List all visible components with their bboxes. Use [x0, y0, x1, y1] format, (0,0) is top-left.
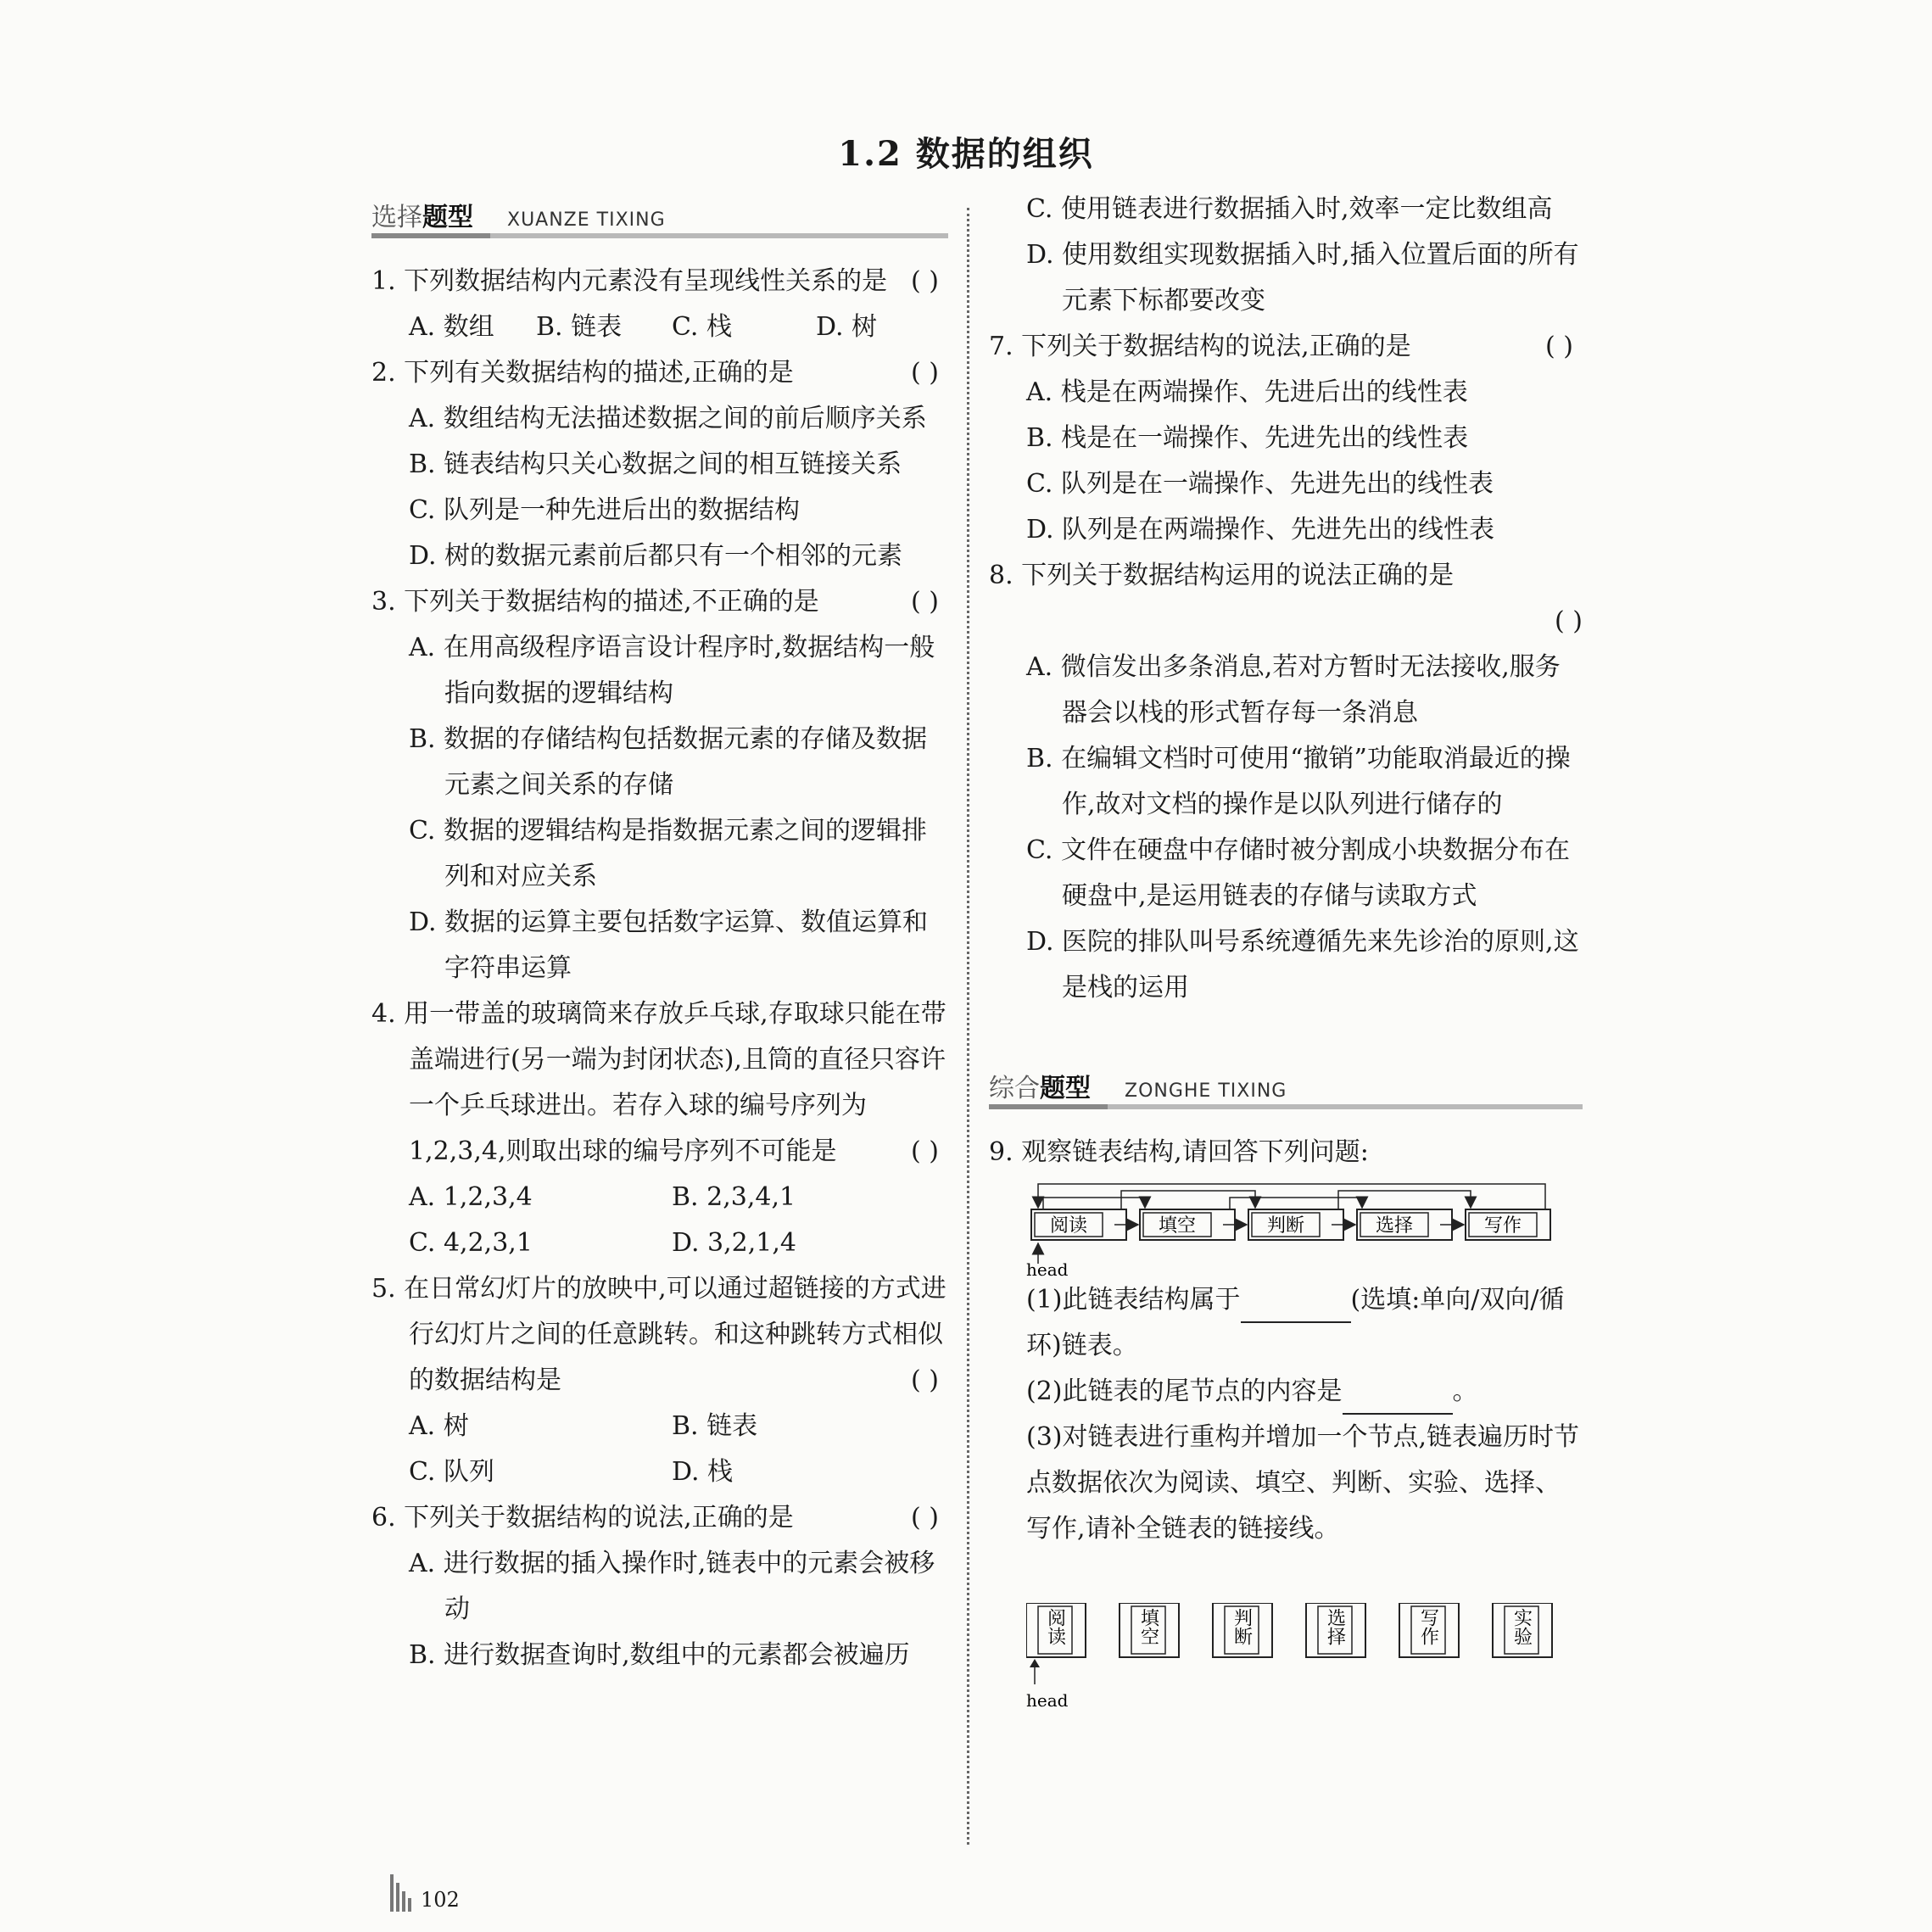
vnode-1-label: 阅读	[1044, 1608, 1066, 1645]
question-6: 6. 下列关于数据结构的说法,正确的是 ( ) A. 进行数据的插入操作时,链表中的元素会被移动 B. 进行数据查询时,数组中的元素都会被遍历	[371, 1495, 948, 1678]
answer-blank-1[interactable]	[1241, 1296, 1351, 1323]
section-header-choice	[371, 191, 948, 238]
option-d: D. 树	[816, 312, 878, 342]
section-label-light: 选择	[371, 203, 422, 232]
option-b: B. 链表结构只关心数据之间的相互链接关系	[409, 449, 902, 479]
section-label-en: ZONGHE TIXING	[1125, 1080, 1287, 1102]
vnode-4	[1306, 1603, 1365, 1657]
section-label-en: XUANZE TIXING	[507, 209, 666, 231]
option-b: B. 链表	[536, 312, 623, 342]
option-d: D. 医院的排队叫号系统遵循先来先诊治的原则,这是栈的运用	[1026, 927, 1579, 1002]
question-stem: 4. 用一带盖的玻璃筒来存放乒乓球,存取球只能在带盖端进行(另一端为封闭状态),且筒的直径只容许一个乒乓球进出。若存入球的编号序列为 1,2,3,4,则取出球的编号序列不可能是	[371, 999, 946, 1166]
option-c: C. 使用链表进行数据插入时,效率一定比数组高	[1026, 194, 1553, 224]
node-2-label: 填空	[1158, 1215, 1197, 1237]
sub-question-1-text: (1)此链表结构属于	[1026, 1285, 1241, 1315]
answer-blank-2[interactable]	[1343, 1388, 1453, 1415]
option-b: B. 进行数据查询时,数组中的元素都会被遍历	[409, 1640, 910, 1670]
question-8	[989, 553, 1583, 1011]
section-label-bold: 题型	[1040, 1074, 1091, 1103]
option-d: D. 队列是在两端操作、先进先出的线性表	[1026, 515, 1495, 544]
question-2: 2. 下列有关数据结构的描述,正确的是 ( ) A. 数组结构无法描述数据之间的前后顺序关系 B. 链表结构只关心数据之间的相互链接关系 C. 队列是一种先进后出的数据结构 D. 树的数据元素前后都只有一个相邻的元素	[371, 350, 948, 579]
option-c: C. 栈	[672, 312, 732, 342]
vnode-4-label: 选择	[1324, 1608, 1346, 1645]
vnode-5	[1399, 1603, 1459, 1657]
section-label-bold: 题型	[422, 203, 473, 232]
option-d: D. 使用数组实现数据插入时,插入位置后面的所有元素下标都要改变	[1026, 240, 1579, 315]
question-4: 4. 用一带盖的玻璃筒来存放乒乓球,存取球只能在带盖端进行(另一端为封闭状态),且筒的直径只容许一个乒乓球进出。若存入球的编号序列为 1,2,3,4,则取出球的编号序列不可能是 ( ) A. 1,2,3,4 B. 2,3,4,1 C. 4,2,3,1 D. 3,2,1,4	[371, 991, 948, 1266]
option-d: D. 3,2,1,4	[672, 1228, 797, 1258]
page-footer	[390, 1874, 460, 1912]
option-a: A. 数组结构无法描述数据之间的前后顺序关系	[409, 404, 927, 433]
option-a: A. 1,2,3,4	[409, 1182, 533, 1212]
page-number-bars-icon	[390, 1874, 414, 1912]
linked-list-diagram	[1026, 1175, 1620, 1277]
question-6-continued	[989, 187, 1583, 324]
node-1-label: 阅读	[1049, 1215, 1088, 1237]
vnode-6	[1493, 1603, 1552, 1657]
sub-question-2-text: (2)此链表的尾节点的内容是	[1026, 1376, 1343, 1406]
question-7: 7. 下列关于数据结构的说法,正确的是 ( ) A. 栈是在两端操作、先进后出的线性表 B. 栈是在一端操作、先进先出的线性表 C. 队列是在一端操作、先进先出的线性表 D. 队列是在两端操作、先进先出的线性表	[989, 324, 1583, 553]
question-stem: 3. 下列关于数据结构的描述,不正确的是	[371, 587, 819, 617]
option-c: C. 队列	[409, 1457, 494, 1487]
option-a: A. 栈是在两端操作、先进后出的线性表	[1026, 377, 1468, 407]
right-column	[989, 187, 1583, 1722]
option-a: A. 微信发出多条消息,若对方暂时无法接收,服务器会以栈的形式暂存每一条消息	[1026, 652, 1561, 728]
vnode-3	[1213, 1603, 1272, 1657]
head-label-2: head	[1026, 1690, 1069, 1711]
option-b: B. 栈是在一端操作、先进先出的线性表	[1026, 423, 1469, 453]
question-stem: 6. 下列关于数据结构的说法,正确的是	[371, 1503, 794, 1533]
question-stem: 7. 下列关于数据结构的说法,正确的是	[989, 332, 1411, 361]
section-bar	[989, 1104, 1583, 1109]
section-label-light: 综合	[989, 1074, 1040, 1103]
option-b: B. 2,3,4,1	[672, 1182, 796, 1212]
head-label: head	[1026, 1259, 1069, 1277]
option-c: C. 队列是一种先进后出的数据结构	[409, 495, 800, 525]
option-a: A. 进行数据的插入操作时,链表中的元素会被移动	[409, 1549, 935, 1624]
question-5: 5. 在日常幻灯片的放映中,可以通过超链接的方式进行幻灯片之间的任意跳转。和这种跳转方式相似的数据结构是 ( ) A. 树 B. 链表 C. 队列 D. 栈	[371, 1266, 948, 1495]
option-c: C. 文件在硬盘中存储时被分割成小块数据分布在硬盘中,是运用链表的存储与读取方式	[1026, 835, 1570, 911]
vnode-1	[1026, 1603, 1086, 1657]
option-d: D. 树的数据元素前后都只有一个相邻的元素	[409, 541, 903, 571]
option-a: A. 在用高级程序语言设计程序时,数据结构一般指向数据的逻辑结构	[409, 633, 935, 708]
column-divider	[967, 208, 969, 1845]
question-stem: 8. 下列关于数据结构运用的说法正确的是	[989, 561, 1455, 590]
section-bar	[371, 233, 948, 238]
question-stem: 9. 观察链表结构,请回答下列问题:	[989, 1137, 1369, 1167]
head-arrow-tip	[1030, 1659, 1040, 1667]
sub-question-3-text: (3)对链表进行重构并增加一个节点,链表遍历时节点数据依次为阅读、填空、判断、实验、选择、写作,请补全链表的链接线。	[1026, 1422, 1580, 1544]
vnode-2-label: 填空	[1137, 1608, 1159, 1645]
page-number: 102	[421, 1888, 460, 1912]
vnode-5-label: 写作	[1417, 1608, 1439, 1645]
sub-question-2-suffix: 。	[1452, 1376, 1478, 1406]
option-d: D. 栈	[672, 1457, 734, 1487]
option-d: D. 数据的运算主要包括数字运算、数值运算和字符串运算	[409, 907, 929, 983]
option-b: B. 在编辑文档时可使用“撤销”功能取消最近的操作,故对文档的操作是以队列进行储存的	[1026, 744, 1571, 819]
vnode-3-label: 判断	[1231, 1608, 1253, 1645]
section-header-comprehensive	[989, 1062, 1583, 1109]
question-stem: 1. 下列数据结构内元素没有呈现线性关系的是	[371, 266, 888, 296]
node-5-label: 写作	[1483, 1215, 1522, 1237]
question-stem: 2. 下列有关数据结构的描述,正确的是	[371, 358, 794, 388]
question-9	[989, 1130, 1583, 1722]
sub-question-1-suffix: (选填:单向/双向/循环)链表。	[1026, 1285, 1565, 1360]
vnode-6-label: 实验	[1510, 1608, 1533, 1645]
question-1: 1. 下列数据结构内元素没有呈现线性关系的是 ( ) A. 数组 B. 链表 C. 栈 D. 树	[371, 259, 948, 350]
option-a: A. 树	[409, 1411, 469, 1441]
question-stem: 5. 在日常幻灯片的放映中,可以通过超链接的方式进行幻灯片之间的任意跳转。和这种跳转方式相似的数据结构是	[371, 1274, 946, 1395]
rebuild-list-diagram	[1026, 1603, 1620, 1722]
option-b: B. 链表	[672, 1411, 758, 1441]
vnode-2	[1120, 1603, 1179, 1657]
option-b: B. 数据的存储结构包括数据元素的存储及数据元素之间关系的存储	[409, 724, 928, 800]
left-column	[371, 191, 948, 1678]
answer-paren: ( )	[1555, 606, 1583, 636]
option-a: A. 数组	[409, 312, 494, 342]
node-4	[1357, 1209, 1452, 1240]
node-4-label: 选择	[1375, 1215, 1414, 1237]
option-c: C. 4,2,3,1	[409, 1228, 533, 1258]
option-c: C. 数据的逻辑结构是指数据元素之间的逻辑排列和对应关系	[409, 816, 927, 891]
node-3-label: 判断	[1266, 1215, 1305, 1237]
question-3: 3. 下列关于数据结构的描述,不正确的是 ( ) A. 在用高级程序语言设计程序时,数据结构一般指向数据的逻辑结构 B. 数据的存储结构包括数据元素的存储及数据元素之间关系的存储 C. 数据的逻辑结构是指数据元素之间的逻辑排列和对应关系 D. 数据的运算主要包括数字运算、数值运算和字符串运算	[371, 579, 948, 991]
node-3	[1248, 1209, 1343, 1240]
node-2	[1140, 1209, 1235, 1240]
node-1	[1031, 1209, 1126, 1240]
page-title: 1.2 数据的组织	[838, 134, 1094, 174]
option-c: C. 队列是在一端操作、先进先出的线性表	[1026, 469, 1494, 499]
node-5	[1466, 1209, 1550, 1240]
